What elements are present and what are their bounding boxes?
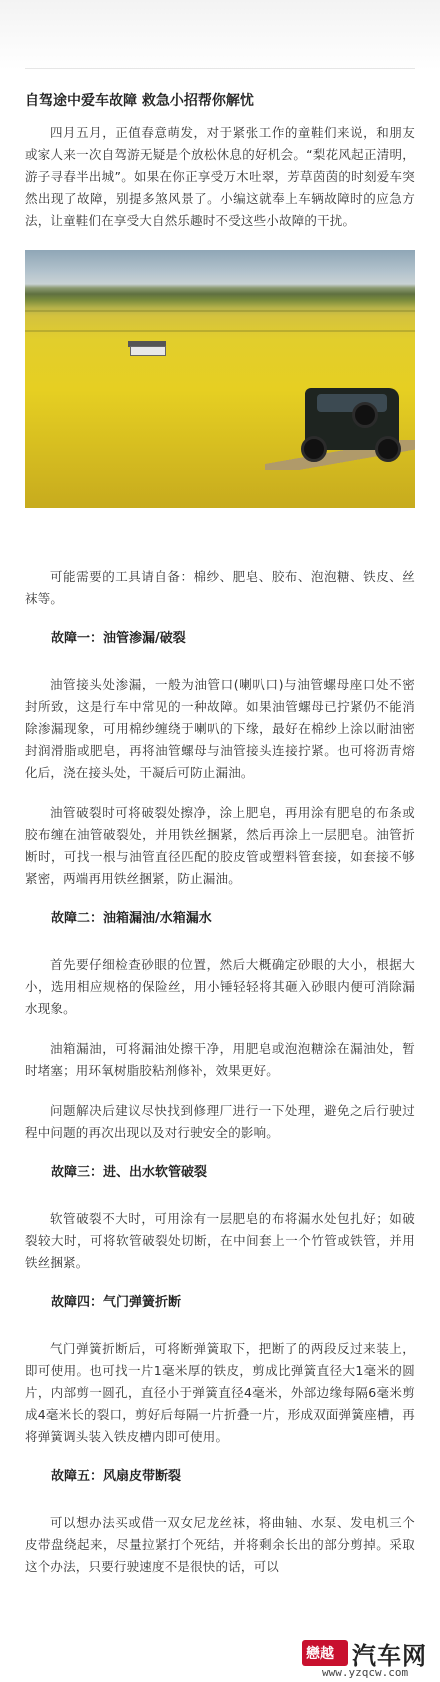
section-heading-1: 故障一：油管渗漏/破裂	[51, 631, 186, 646]
watermark-logo-text: 戀越	[306, 1646, 334, 1662]
section-1-paragraph-1: 油管接头处渗漏，一般为油管口(喇叭口)与油管螺母座口处不密封所致，这是行车中常见的一种故障。如果油管螺母已拧紧仍不能消除渗漏现象，可用棉纱缠绕于喇叭的下缘，最好在棉纱上涂以耐油密封润滑脂或肥皂，再将油管螺母与油管接头连接拧紧。也可将沥青熔化后，浇在接头处，干凝后可防止漏油。	[25, 677, 415, 780]
section-2-paragraph-1: 首先要仔细检查砂眼的位置，然后大概确定砂眼的大小，根据大小，选用相应规格的保险丝，用小锤轻轻将其砸入砂眼内便可消除漏水现象。	[25, 957, 415, 1016]
farmhouse	[130, 346, 166, 356]
section-2-paragraph-2: 油箱漏油，可将漏油处擦干净，用肥皂或泡泡糖涂在漏油处，暂时堵塞；用环氧树脂胶粘剂修补，效果更好。	[25, 1041, 415, 1078]
spare-tire	[352, 402, 378, 428]
section-4-paragraph-1: 气门弹簧折断后，可将断弹簧取下，把断了的两段反过来装上，即可使用。也可找一片1毫米厚的铁皮，剪成比弹簧直径大1毫米的圆片，内部剪一圆孔，直径小于弹簧直径4毫米，外部边缘每隔6毫米剪成4毫米长的裂口，剪好后每隔一片折叠一片，形成双面弹簧座槽，再将弹簧调头装入铁皮槽内即可使用。	[25, 1341, 415, 1444]
watermark-logo	[302, 1640, 348, 1666]
section-heading-3: 故障三：进、出水软管破裂	[51, 1165, 208, 1180]
rear-wheel-left	[301, 436, 327, 462]
section-heading-2: 故障二：油箱漏油/水箱漏水	[51, 911, 212, 926]
top-divider	[25, 68, 415, 69]
intro-paragraph: 四月五月，正值春意萌发，对于紧张工作的童鞋们来说，和朋友或家人来一次自驾游无疑是个放松休息的好机会。“梨花风起正清明，游子寻春半出城”。如果在你正享受万木吐翠，芳草茵茵的时刻爱车突然出现了故障，别提多煞风景了。小编这就奉上车辆故障时的应急方法，让童鞋们在享受大自然乐趣时不受这些小故障的干扰。	[25, 125, 415, 228]
article	[25, 90, 415, 1596]
tools-paragraph: 可能需要的工具请自备：棉纱、肥皂、胶布、泡泡糖、铁皮、丝袜等。	[25, 569, 415, 606]
section-heading-4: 故障四：气门弹簧折断	[51, 1295, 182, 1310]
section-3-paragraph-1: 软管破裂不大时，可用涂有一层肥皂的布将漏水处包扎好；如破裂较大时，可将软管破裂处切断，在中间套上一个竹管或铁管，并用铁丝捆紧。	[25, 1211, 415, 1270]
watermark-site-name: 汽车网	[352, 1642, 427, 1670]
rear-wheel-right	[375, 436, 401, 462]
watermark-url: www.yzqcw.com	[322, 1666, 409, 1679]
section-1-paragraph-2: 油管破裂时可将破裂处擦净，涂上肥皂，再用涂有肥皂的布条或胶布缠在油管破裂处，并用铁丝捆紧，然后再涂上一层肥皂。油管折断时，可找一根与油管直径匹配的胶皮管或塑料管套接，如套接不够紧密，两端再用铁丝捆紧，防止漏油。	[25, 805, 415, 886]
top-band	[0, 0, 440, 70]
section-2-paragraph-3: 问题解决后建议尽快找到修理厂进行一下处理，避免之后行驶过程中问题的再次出现以及对行驶安全的影响。	[25, 1103, 415, 1140]
field-row-line	[25, 310, 415, 312]
site-watermark	[300, 1640, 440, 1682]
field-row-line	[25, 330, 415, 332]
rapeseed-field-photo	[25, 250, 415, 508]
section-heading-5: 故障五：风扇皮带断裂	[51, 1469, 182, 1484]
article-title: 自驾途中爱车故障 救急小招帮你解忧	[25, 93, 254, 109]
section-5-paragraph-1: 可以想办法买或借一双女尼龙丝袜，将曲轴、水泵、发电机三个皮带盘绕起来，尽量拉紧打个死结，并将剩余长出的部分剪掉。采取这个办法，只要行驶速度不是很快的话，可以	[25, 1515, 415, 1574]
